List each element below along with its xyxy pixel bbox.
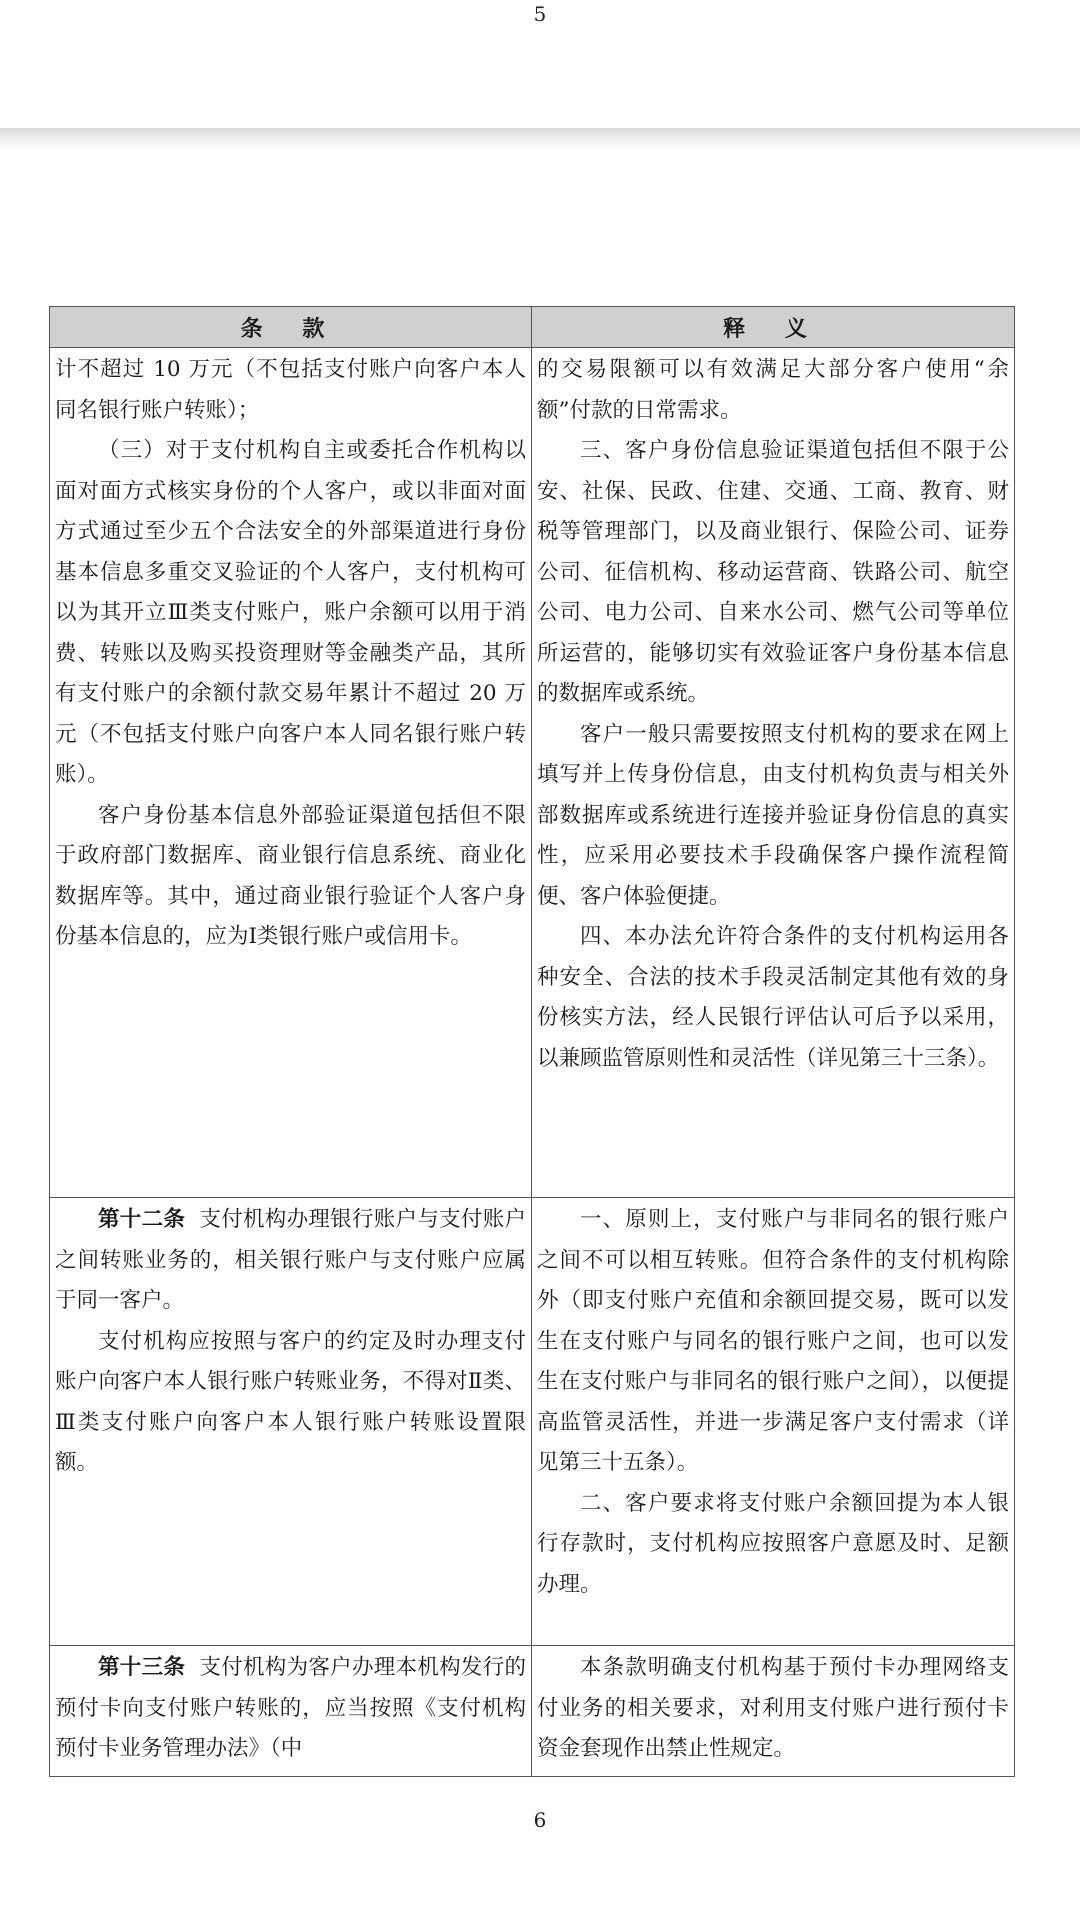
table-header-row <box>50 307 1015 348</box>
interpretation-cell <box>532 1646 1015 1777</box>
page-number-bottom: 6 <box>533 1808 547 1832</box>
paragraph: 支付机构应按照与客户的约定及时办理支付账户向客户本人银行账户转账业务，不得对Ⅱ类、Ⅲ类支付账户向客户本人银行账户转账设置限额。 <box>55 1328 526 1475</box>
paragraph: 的交易限额可以有效满足大部分客户使用“余额”付款的日常需求。 <box>537 357 1009 423</box>
paragraph: 计不超过 10 万元（不包括支付账户向客户本人同名银行账户转账）； <box>55 357 526 423</box>
paragraph: 一、原则上，支付账户与非同名的银行账户之间不可以相互转账。但符合条件的支付机构除外（即支付账户充值和余额回提交易，既可以发生在支付账户与同名的银行账户之间，也可以发生在支付账户与非同名的银行账户之间），以便提高监管灵活性，并进一步满足客户支付需求（详见第三十五条）。 <box>537 1207 1009 1475</box>
clause-cell <box>50 1198 532 1646</box>
header-clause: 条 款 <box>50 307 532 348</box>
interpretation-cell <box>532 1198 1015 1646</box>
paragraph: 三、客户身份信息验证渠道包括但不限于公安、社保、民政、住建、交通、工商、教育、财税等管理部门，以及商业银行、保险公司、证券公司、征信机构、移动运营商、铁路公司、航空公司、电力公司、自来水公司、燃气公司等单位所运营的，能够切实有效验证客户身份基本信息的数据库或系统。 <box>537 438 1009 706</box>
paragraph <box>55 1200 526 1322</box>
page-number-top: 5 <box>533 2 547 26</box>
paragraph: 四、本办法允许符合条件的支付机构运用各种安全、合法的技术手段灵活制定其他有效的身份核实方法，经人民银行评估认可后予以采用，以兼顾监管原则性和灵活性（详见第三十三条）。 <box>537 924 1009 1071</box>
paragraph: 客户一般只需要按照支付机构的要求在网上填写并上传身份信息，由支付机构负责与相关外部数据库或系统进行连接并验证身份信息的真实性，应采用必要技术手段确保客户操作流程简便、客户体验便捷。 <box>537 721 1009 909</box>
paragraph <box>55 1648 526 1770</box>
table-row <box>50 1646 1015 1777</box>
paragraph: 二、客户要求将支付账户余额回提为本人银行存款时，支付机构应按照客户意愿及时、足额办理。 <box>537 1490 1009 1597</box>
interpretation-cell <box>532 348 1015 1198</box>
article-text: 支付机构为客户办理本机构发行的预付卡向支付账户转账的，应当按照《支付机构预付卡业务管理办法》（中 <box>55 1655 526 1761</box>
article-number: 第十三条 <box>98 1655 186 1680</box>
article-number: 第十二条 <box>98 1207 186 1232</box>
paragraph: 本条款明确支付机构基于预付卡办理网络支付业务的相关要求，对利用支付账户进行预付卡资金套现作出禁止性规定。 <box>537 1655 1009 1761</box>
table-row <box>50 348 1015 1198</box>
page-separator <box>0 128 1080 152</box>
header-interpretation: 释 义 <box>532 307 1015 348</box>
article-text: 支付机构办理银行账户与支付账户之间转账业务的，相关银行账户与支付账户应属于同一客户。 <box>55 1207 526 1313</box>
clause-table <box>49 306 1015 1777</box>
paragraph: 客户身份基本信息外部验证渠道包括但不限于政府部门数据库、商业银行信息系统、商业化数据库等。其中，通过商业银行验证个人客户身份基本信息的，应为Ⅰ类银行账户或信用卡。 <box>55 802 526 949</box>
clause-cell <box>50 1646 532 1777</box>
clause-cell <box>50 348 532 1198</box>
paragraph: （三）对于支付机构自主或委托合作机构以面对面方式核实身份的个人客户，或以非面对面方式通过至少五个合法安全的外部渠道进行身份基本信息多重交叉验证的个人客户，支付机构可以为其开立Ⅲ类支付账户，账户余额可以用于消费、转账以及购买投资理财等金融类产品，其所有支付账户的余额付款交易年累计不超过 20 万元（不包括支付账户向客户本人同名银行账户转账）。 <box>55 438 526 787</box>
table-row <box>50 1198 1015 1646</box>
